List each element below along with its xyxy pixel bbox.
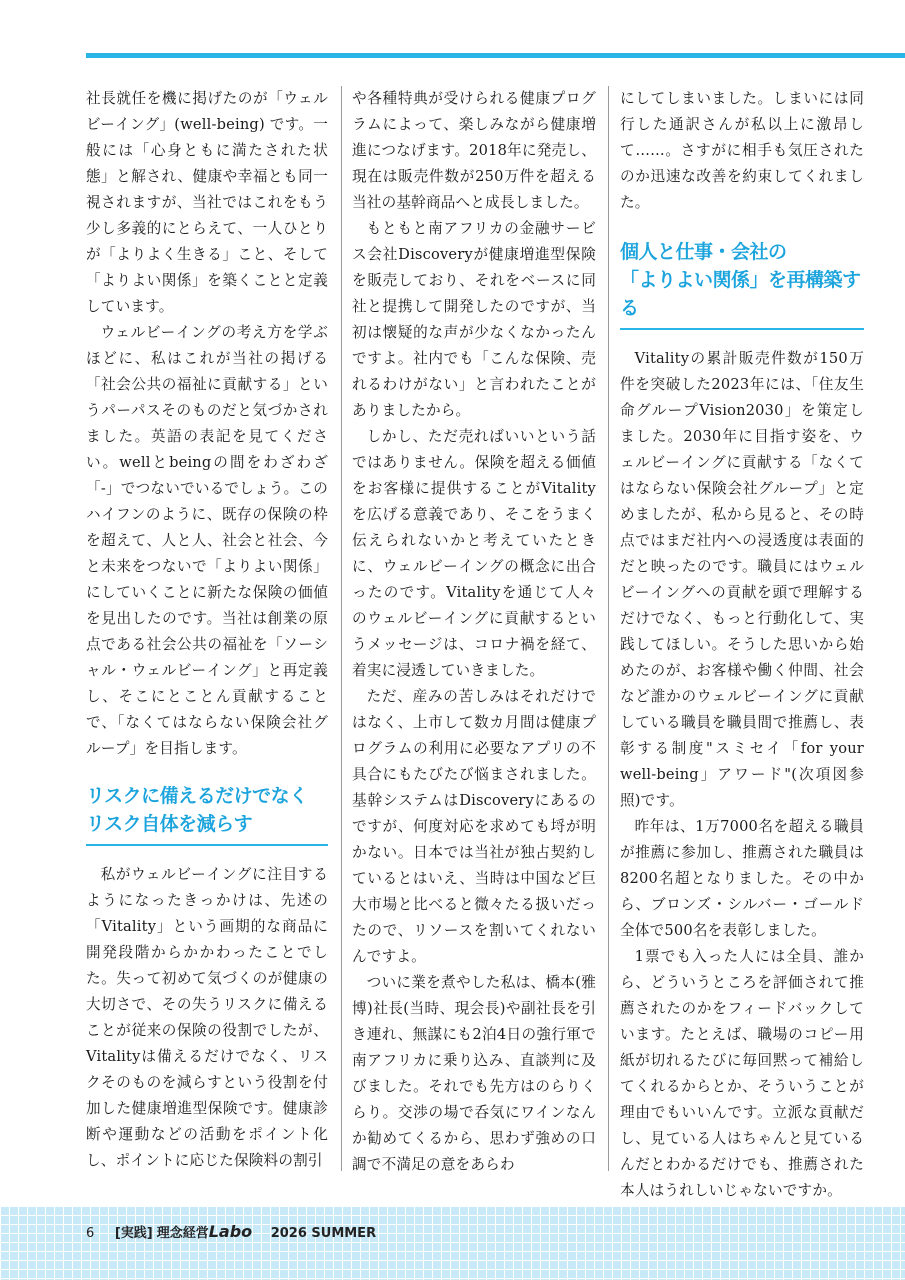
- footer: [86, 1222, 390, 1241]
- paragraph: 昨年は、1万7000名を超える職員が推薦に参加し、推薦された職員は8200名超となりました。その中から、ブロンズ・シルバー・ゴールド全体で500名を表彰しました。: [620, 818, 864, 939]
- section-heading-line: リスクに備えるだけでなく: [86, 785, 308, 807]
- article-column-2: [352, 86, 596, 1178]
- top-accent-bar: [86, 53, 905, 58]
- paragraph: しかし、ただ売ればいいという話ではありません。保険を超える価値をお客様に提供することがVitalityを広げる意義であり、そこをうまく伝えられないかと考えていたときに、ウェルビーイングの概念に出合ったのです。Vitalityを通じて人々のウェルビーイングに貢献するというメッセージは、コロナ禍を経て、着実に浸透していきました。: [352, 428, 596, 679]
- footer-band: [0, 1206, 905, 1280]
- paragraph: ウェルビーイングの考え方を学ぶほどに、私はこれが当社の掲げる「社会公共の福祉に貢献する」というパーパスそのものだと気づかされました。英語の表記を見てください。wellとbeingの間をわざわざ「-」でつないでいるでしょう。このハイフンのように、既存の保険の枠を超えて、人と人、社会と社会、今と未来をつないで「よりよい関係」にしていくことに新たな保険の価値を見出したのです。当社は創業の原点である社会公共の福祉を「ソーシャル・ウェルビーイング」と再定義し、そこにとことん貢献することで、「なくてはならない保険会社グループ」を目指します。: [86, 324, 328, 757]
- magazine-title: [114, 1222, 253, 1241]
- magazine-labo: Labo: [208, 1222, 253, 1241]
- paragraph: ただ、産みの苦しみはそれだけではなく、上市して数カ月間は健康プログラムの利用に必要なアプリの不具合にもたびたび悩まされました。基幹システムはDiscoveryにあるのですが、何度対応を求めても埒が明かない。日本では当社が独占契約しているとはいえ、当時は中国など巨大市場と比べると微々たる扱いだったので、リソースを割いてくれないんですよ。: [352, 688, 596, 965]
- page-number: 6: [86, 1226, 95, 1241]
- paragraph: にしてしまいました。しまいには同行した通訳さんが私以上に激昂して……。さすがに相手も気圧されたのか迅速な改善を約束してくれました。: [620, 90, 864, 211]
- magazine-name: 理念経営: [156, 1226, 209, 1241]
- paragraph: 社長就任を機に掲げたのが「ウェルビーイング」(well-being) です。一般には「心身ともに満たされた状態」と解され、健康や幸福とも同一視されますが、当社ではこれをもう少し多義的にとらえて、一人ひとりが「よりよく生きる」こと、そして「よりよい関係」を築くことと定義しています。: [86, 90, 328, 315]
- column-divider: [341, 86, 342, 1171]
- section-heading-line: リスク自体を減らす: [86, 813, 253, 835]
- section-heading: [620, 238, 864, 322]
- article-column-3: [620, 86, 864, 1230]
- paragraph: ついに業を煮やした私は、橋本(雅博)社長(当時、現会長)や副社長を引き連れ、無謀にも2泊4日の強行軍で南アフリカに乗り込み、直談判に及びました。それでも先方はのらりくらり。交渉の場で呑気にワインなんか勧めてくるから、思わず強めの口調で不満足の意をあらわ: [352, 974, 596, 1173]
- paragraph: や各種特典が受けられる健康プログラムによって、楽しみながら健康増進につなげます。2018年に発売し、現在は販売件数が250万件を超える当社の基幹商品へと成長しました。: [352, 90, 596, 211]
- paragraph: もともと南アフリカの金融サービス会社Discoveryが健康増進型保険を販売しており、それをベースに同社と提携して開発したのですが、当初は懐疑的な声が少なくなかったんですよ。社内でも「こんな保険、売れるわけがない」と言われたことがありましたから。: [352, 220, 596, 419]
- section-heading: [86, 782, 328, 838]
- magazine-bracket: [実践]: [114, 1226, 153, 1241]
- paragraph: Vitalityの累計販売件数が150万件を突破した2023年には、「住友生命グループVision2030」を策定しました。2030年に目指す姿を、ウェルビーイングに貢献する「なくてはならない保険会社グループ」と定めましたが、私から見ると、その時点ではまだ社内への浸透度は表面的だと映ったのです。職員にはウェルビーイングへの貢献を頭で理解するだけでなく、もっと行動化して、実践してほしい。そうした思いから始めたのが、お客様や働く仲間、社会など誰かのウェルビーイングに貢献している職員を職員間で推薦し、表彰する制度"スミセイ「for your well-being」アワード"(次項図参照)です。: [620, 350, 864, 809]
- column-divider: [608, 86, 609, 1171]
- paragraph: 1票でも入った人には全員、誰から、どういうところを評価されて推薦されたのかをフィードバックしています。たとえば、職場のコピー用紙が切れるたびに毎回黙って補給してくれるからとか、そういうことが理由でもいいんです。立派な貢献だし、見ている人はちゃんと見ているんだとわかるだけでも、推薦された本人はうれしいじゃないですか。: [620, 948, 864, 1199]
- paragraph: 私がウェルビーイングに注目するようになったきっかけは、先述の「Vitality」という画期的な商品に開発段階からかかわったことでした。失って初めて気づくのが健康の大切さで、その失うリスクに備えることが従来の保険の役割でしたが、Vitalityは備えるだけでなく、リスクそのものを減らすという役割を付加した健康増進型保険です。健康診断や運動などの活動をポイント化し、ポイントに応じた保険料の割引: [86, 866, 328, 1169]
- issue-label: 2026 SUMMER: [270, 1226, 377, 1241]
- section-heading-line: 「よりよい関係」を再構築する: [620, 269, 861, 319]
- section-heading-line: 個人と仕事・会社の: [620, 241, 787, 263]
- article-column-1: [86, 86, 328, 1174]
